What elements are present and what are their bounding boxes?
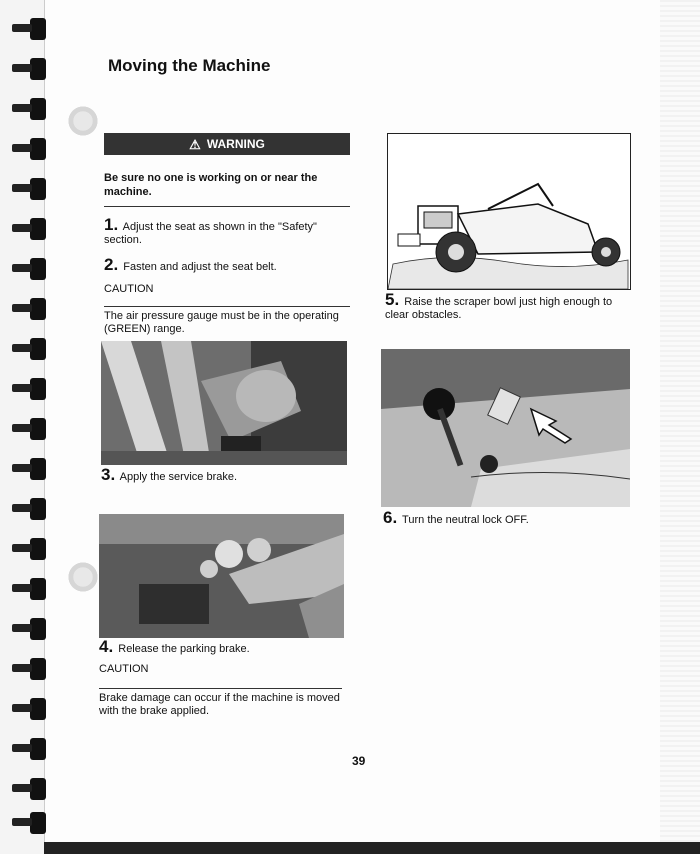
punch-hole	[66, 104, 100, 138]
divider	[99, 688, 342, 689]
binding-coil	[30, 538, 46, 560]
warning-triangle-icon: ⚠	[189, 136, 201, 152]
service-brake-photo	[101, 341, 347, 465]
page-title: Moving the Machine	[108, 56, 271, 75]
binding-coil	[30, 298, 46, 320]
caution-text: Brake damage can occur if the machine is moved with the brake applied.	[99, 692, 340, 717]
binding-coil	[30, 58, 46, 80]
step-4	[99, 637, 339, 656]
caution-label: CAUTION	[99, 663, 149, 675]
step-number: 5.	[385, 290, 400, 309]
binding-coil	[30, 98, 46, 120]
binding-coil	[30, 738, 46, 760]
binding-coil	[30, 218, 46, 240]
page-edge	[660, 0, 700, 854]
binding-coil	[30, 618, 46, 640]
binding-coil	[30, 498, 46, 520]
binding-coil	[30, 378, 46, 400]
binding-coil	[30, 258, 46, 280]
warning-banner	[104, 133, 350, 155]
binding-coil	[30, 138, 46, 160]
page-bottom-edge	[44, 842, 700, 854]
neutral-lock-photo	[381, 349, 630, 507]
step-1	[104, 215, 324, 247]
binding-coil	[30, 18, 46, 40]
step-6	[383, 508, 623, 527]
warning-label: WARNING	[206, 137, 265, 151]
page-number: 39	[352, 754, 366, 768]
step-text: Release the parking brake.	[118, 643, 250, 655]
binding-coil	[30, 658, 46, 680]
scraper-illustration	[387, 133, 631, 290]
warning-text: Be sure no one is working on or near the machine.	[104, 172, 318, 198]
binding-coil	[30, 178, 46, 200]
step-text: Adjust the seat as shown in the "Safety" section.	[104, 221, 317, 246]
binding-coil	[30, 578, 46, 600]
binding-coil	[30, 418, 46, 440]
binding-coil	[30, 778, 46, 800]
divider	[104, 206, 350, 207]
divider	[104, 306, 350, 307]
step-5	[385, 290, 615, 322]
binding-coil	[30, 458, 46, 480]
step-number: 1.	[104, 215, 119, 234]
caution-label: CAUTION	[104, 283, 154, 295]
step-text: Apply the service brake.	[119, 471, 238, 483]
step-number: 4.	[99, 637, 114, 656]
step-number: 3.	[101, 465, 116, 484]
binding-coil	[30, 698, 46, 720]
step-2	[104, 255, 344, 274]
punch-hole	[66, 560, 100, 594]
binding-coil	[30, 812, 46, 834]
parking-brake-photo	[99, 514, 344, 638]
caution-text: The air pressure gauge must be in the operating (GREEN) range.	[104, 310, 339, 335]
step-text: Turn the neutral lock OFF.	[402, 514, 529, 526]
spiral-binding	[0, 0, 45, 854]
binding-coil	[30, 338, 46, 360]
step-number: 6.	[383, 508, 398, 527]
step-text: Raise the scraper bowl just high enough to clear obstacles.	[385, 296, 613, 321]
step-text: Fasten and adjust the seat belt.	[123, 261, 277, 273]
step-number: 2.	[104, 255, 119, 274]
step-3	[101, 465, 341, 484]
